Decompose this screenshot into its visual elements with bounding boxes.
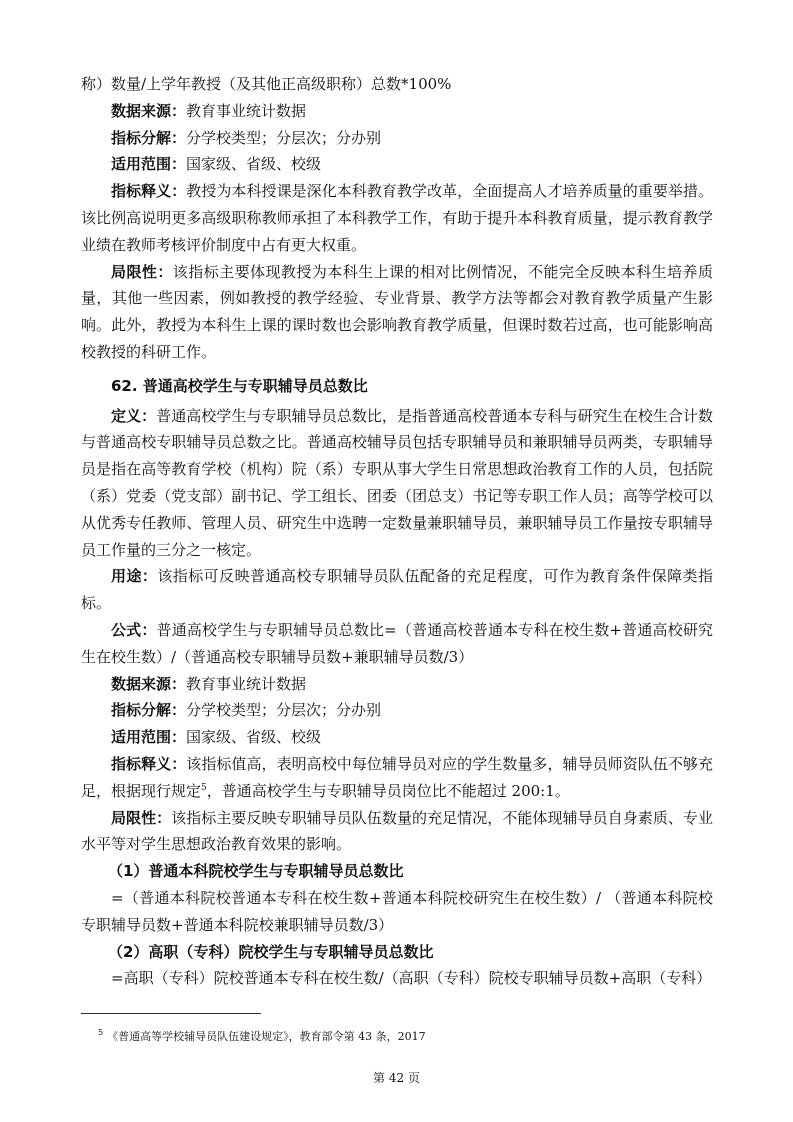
label: 指标分解： bbox=[111, 701, 187, 720]
breakdown-62 bbox=[81, 697, 713, 724]
data-source-61 bbox=[81, 98, 713, 125]
value: 普通高校学生与专职辅导员总数比=（普通高校普通本专科在校生数+普通高校研究生在校生数）/（普通高校专职辅导员数+兼职辅导员数/3） bbox=[81, 620, 713, 666]
interpretation-62 bbox=[81, 751, 713, 805]
value: 教育事业统计数据 bbox=[186, 101, 307, 120]
footnote-text: 《普通高等学校辅导员队伍建设规定》，教育部令第 43 条，2017 bbox=[107, 1030, 426, 1043]
limitation-61 bbox=[81, 259, 713, 366]
value: 该指标主要反映专职辅导员队伍数量的充足情况，不能体现辅导员自身素质、专业水平等对学生思想政治教育效果的影响。 bbox=[81, 808, 713, 854]
breakdown-61 bbox=[81, 125, 713, 152]
label: 指标释义： bbox=[111, 182, 187, 201]
data-source-62 bbox=[81, 671, 713, 698]
label: 局限性： bbox=[111, 262, 173, 281]
value: 国家级、省级、校级 bbox=[186, 728, 322, 747]
value: 国家级、省级、校级 bbox=[186, 155, 322, 174]
definition-62 bbox=[81, 403, 713, 564]
value: 教授为本科授课是深化本科教育教学改革，全面提高人才培养质量的重要举措。该比例高说明更多高级职称教师承担了本科教学工作，有助于提升本科教育质量，提示教育教学业绩在教师考核评价制度中占有更大权重。 bbox=[81, 182, 713, 254]
value: 普通高校学生与专职辅导员总数比，是指普通高校普通本专科与研究生在校生合计数与普通高校专职辅导员总数之比。普通高校辅导员包括专职辅导员和兼职辅导员两类，专职辅导员是指在高等教育学校（机构）院（系）专职从事大学生日常思想政治教育工作的人员，包括院（系）党委（党支部）副书记、学工组长、团委（团总支）书记等专职工作人员；高等学校可以从优秀专任教师、管理人员、研究生中选聘一定数量兼职辅导员，兼职辅导员工作量按专职辅导员工作量的三分之一核定。 bbox=[81, 406, 713, 559]
footnote bbox=[98, 1030, 426, 1044]
footnote-divider bbox=[81, 1013, 261, 1014]
value: 该指标主要体现教授为本科生上课的相对比例情况，不能完全反映本科生培养质量，其他一些因素，例如教授的教学经验、专业背景、教学方法等都会对教育教学质量产生影响。此外，教授为本科生上课的课时数也会影响教育教学质量，但课时数若过高，也可能影响高校教授的科研工作。 bbox=[81, 262, 713, 361]
page-number: 第 42 页 bbox=[373, 1071, 420, 1085]
label: 适用范围： bbox=[111, 728, 187, 747]
page-body bbox=[81, 71, 713, 992]
subheading-undergrad: （1）普通本科院校学生与专职辅导员总数比 bbox=[108, 862, 404, 881]
footnote-ref[interactable]: 5 bbox=[201, 782, 207, 793]
value: 分学校类型；分层次；分办别 bbox=[186, 701, 382, 720]
formula-vocational: =高职（专科）院校普通本专科在校生数/（高职（专科）院校专职辅导员数+高职（专科） bbox=[111, 969, 712, 988]
label: 数据来源： bbox=[111, 101, 187, 120]
label: 数据来源： bbox=[111, 674, 187, 693]
label: 用途： bbox=[111, 567, 158, 586]
continued-formula-line: 称）数量/上学年教授（及其他正高级职称）总数*100% bbox=[81, 75, 452, 93]
value: ，普通高校学生与专职辅导员岗位比不能超过 200:1。 bbox=[206, 781, 570, 800]
subheading-vocational: （2）高职（专科）院校学生与专职辅导员总数比 bbox=[108, 942, 434, 961]
scope-62 bbox=[81, 724, 713, 751]
formula-62 bbox=[81, 617, 713, 671]
label: 局限性： bbox=[111, 808, 172, 827]
value: 该指标可反映普通高校专职辅导员队伍配备的充足程度，可作为教育条件保障类指标。 bbox=[81, 567, 713, 613]
limitation-62 bbox=[81, 805, 713, 859]
label: 定义： bbox=[111, 406, 157, 425]
scope-61 bbox=[81, 151, 713, 178]
interpretation-61 bbox=[81, 178, 713, 258]
value: 该指标值高，表明高校中每位辅导员对应的学生数量多，辅导员师资队伍不够充足，根据现行规定 bbox=[81, 754, 713, 800]
label: 指标分解： bbox=[111, 128, 187, 147]
value: 教育事业统计数据 bbox=[186, 674, 307, 693]
label: 公式： bbox=[111, 620, 157, 639]
section-heading-62: 62. 普通高校学生与专职辅导员总数比 bbox=[111, 376, 368, 395]
label: 适用范围： bbox=[111, 155, 187, 174]
value: 分学校类型；分层次；分办别 bbox=[186, 128, 382, 147]
footnote-mark: 5 bbox=[98, 1028, 104, 1038]
usage-62 bbox=[81, 563, 713, 617]
label: 指标释义： bbox=[111, 754, 187, 773]
formula-undergrad: =（普通本科院校普通本专科在校生数+普通本科院校研究生在校生数）/ （普通本科院校专职辅导员数+普通本科院校兼职辅导员数/3） bbox=[81, 888, 713, 934]
